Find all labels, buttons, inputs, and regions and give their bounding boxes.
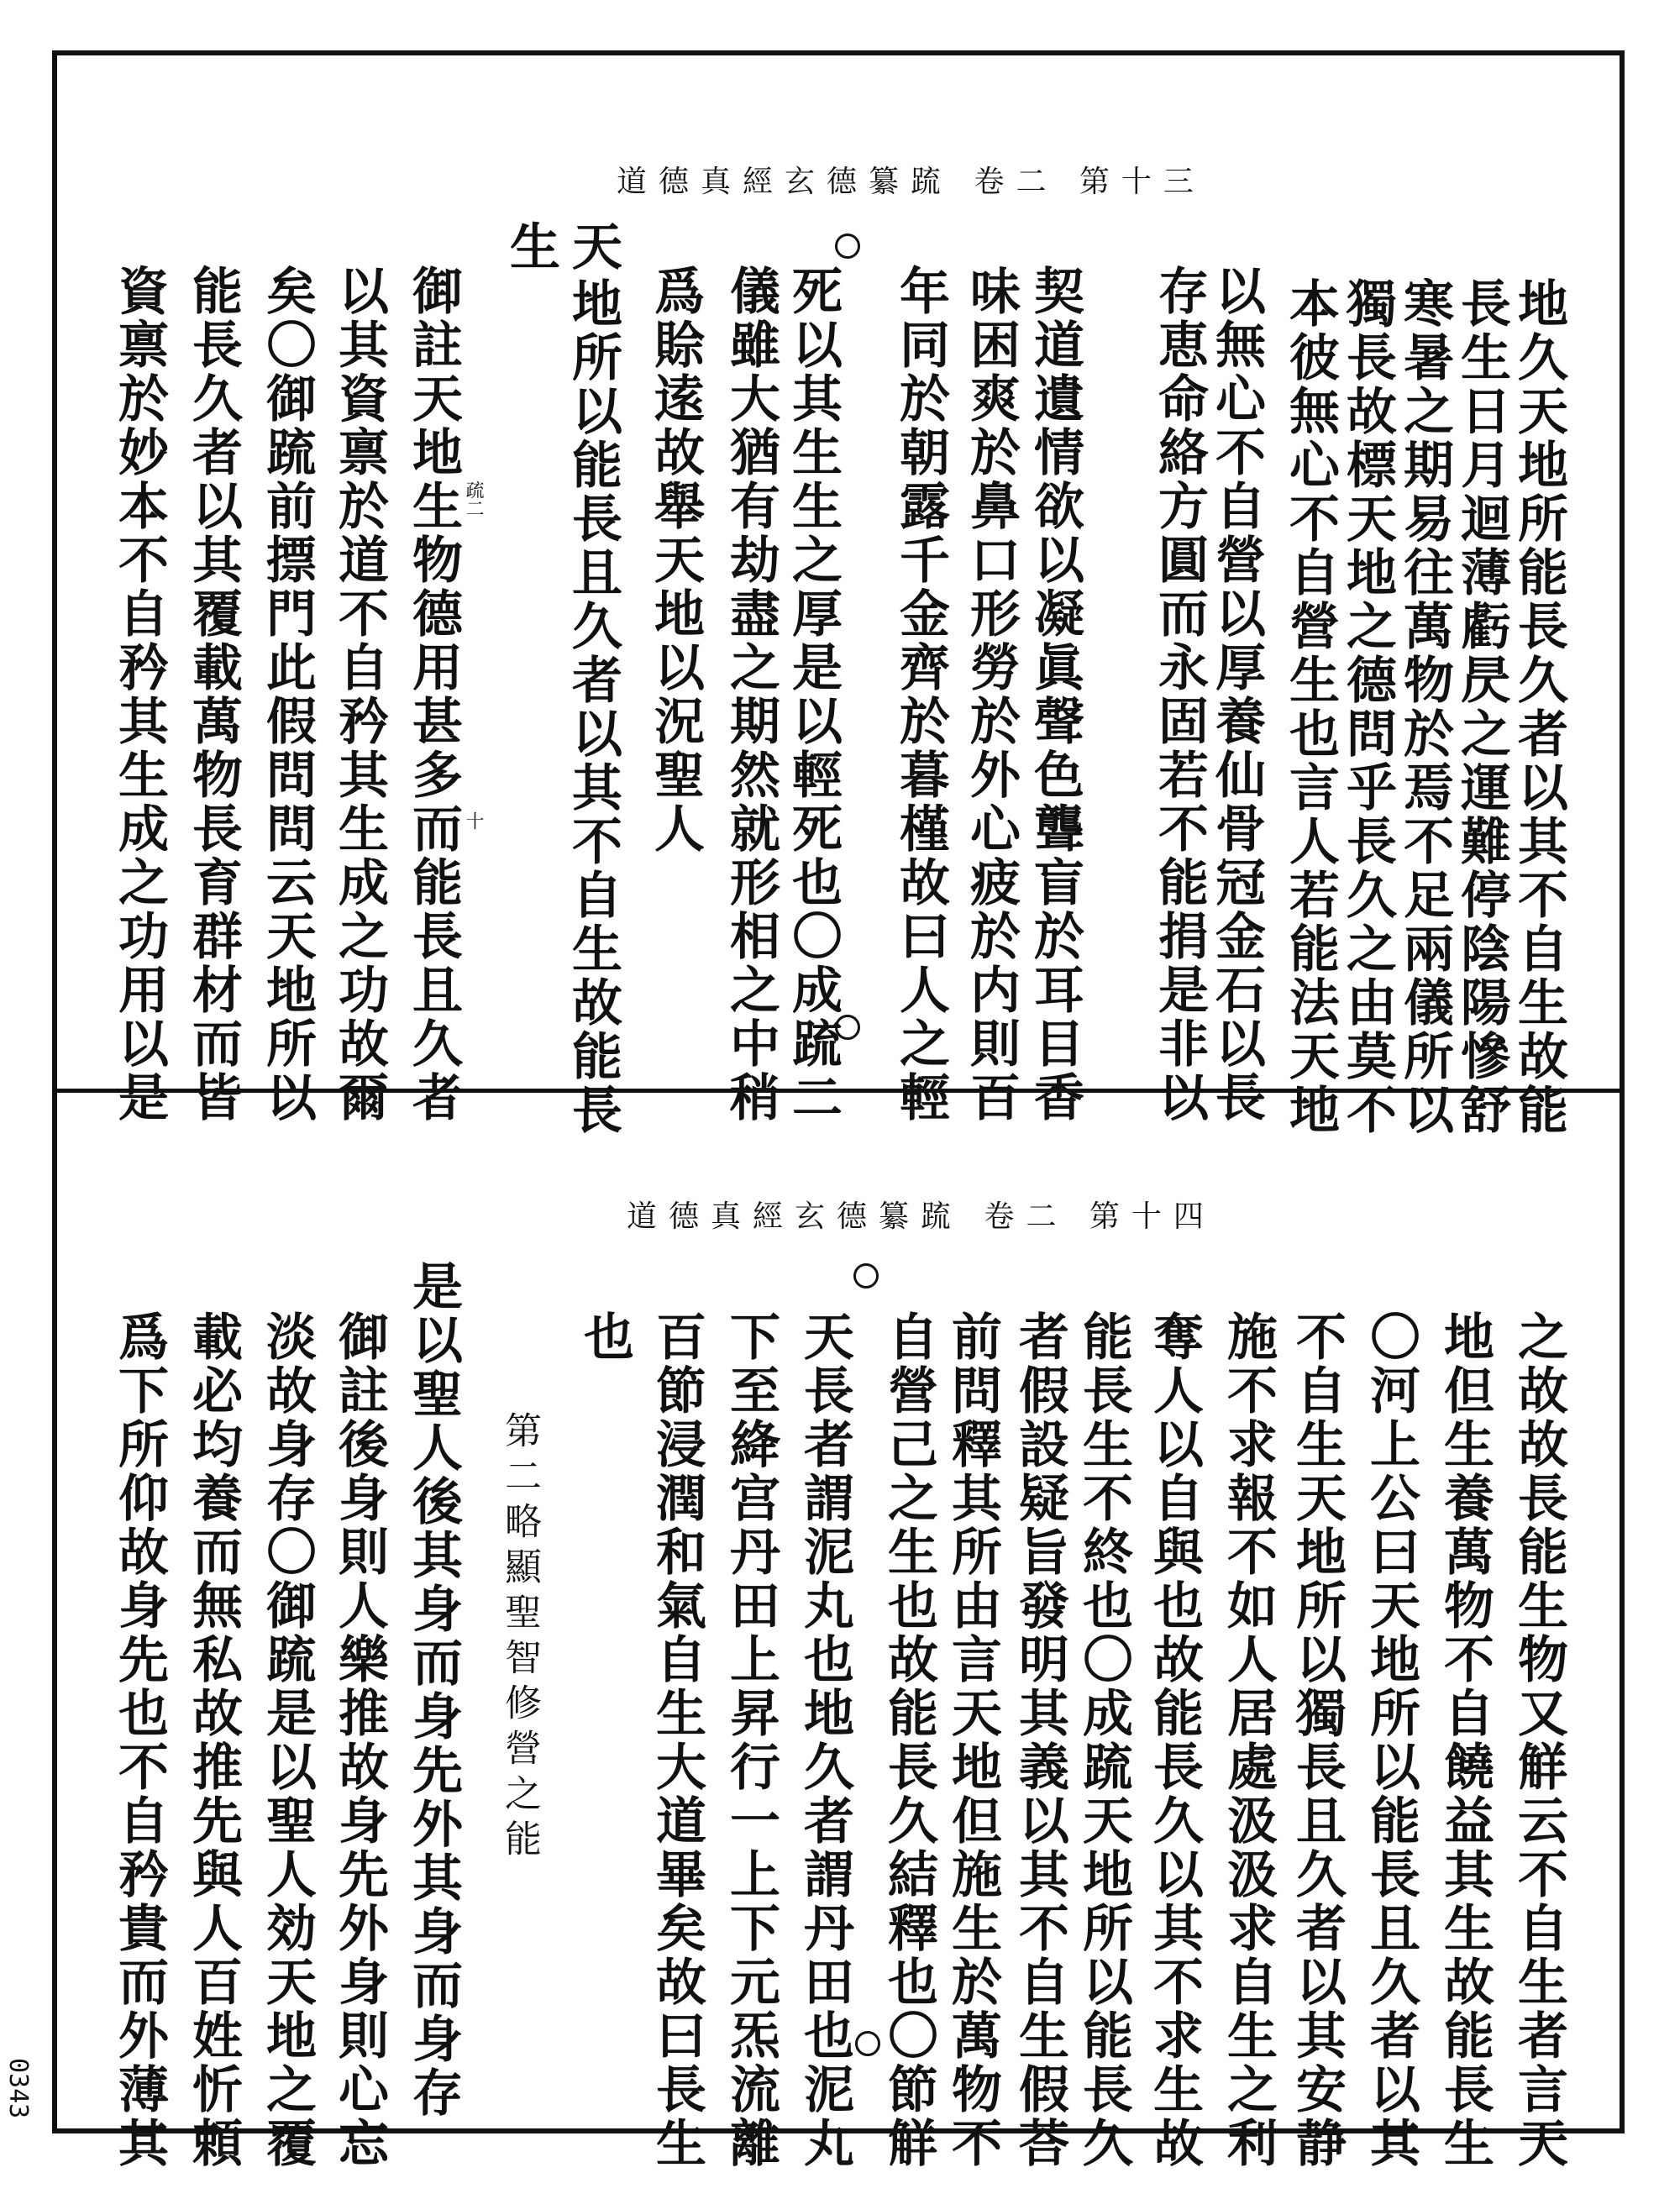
bottom-text-column: 百節浸潤和氣自生大道畢矣故曰長生 <box>648 1310 706 2170</box>
page-number: 0343 <box>3 2058 33 2119</box>
bottom-header: 道德真經玄德纂䟽 卷二 第十四 <box>627 1199 1215 1234</box>
top-commentary-column: 能長久者以其覆載萬物長育群材而皆 <box>184 265 243 1125</box>
bottom-text-column: 是以聖人後其身而身先外其身而身存 <box>404 1260 463 2120</box>
punctuation-circle-mark <box>835 234 860 259</box>
marginal-note: 疏二 <box>463 480 484 517</box>
bottom-text-column: 下至絳宫丹田上昇行一上下元炁流離 <box>722 1310 780 2170</box>
top-commentary-column: 御註天地生物德用甚多而能長且久者 <box>404 265 463 1125</box>
top-text-column: 地久天地所能長久者以其不自生故能 <box>1509 277 1568 1137</box>
top-text-column: 獨長故標天地之德問乎長久之由莫不 <box>1338 277 1397 1137</box>
top-text-column: 死以其生生之厚是以輕死也〇成䟽二 <box>784 265 843 1125</box>
top-commentary-column: 以其資禀於道不自矜其生成之功故爾 <box>330 265 389 1125</box>
bottom-text-column: 者假設疑旨發明其義以其不自生假荅 <box>1011 1310 1069 2170</box>
bottom-commentary-column: 淡故身存〇御䟽是以聖人効天地之覆 <box>258 1310 317 2170</box>
top-text-column: 寒暑之期易往萬物於焉不足兩儀所以 <box>1395 277 1454 1137</box>
bottom-text-column: 〇河上公曰天地所以能長且久者以其 <box>1362 1310 1420 2170</box>
top-text-column: 年同於朝露千金齊於暮槿故曰人之輕 <box>891 265 950 1125</box>
bottom-text-column: 地但生養萬物不自饒益其生故能長生 <box>1436 1310 1494 2170</box>
bottom-text-column: 自營己之生也故能長久結釋也〇節觧 <box>879 1310 938 2170</box>
punctuation-circle-mark <box>853 1263 879 1288</box>
top-text-column: 爲賒逺故舉天地以況聖人 <box>646 265 705 856</box>
bottom-text-column: 施不求報不如人居處汲汲求自生之利 <box>1219 1310 1278 2170</box>
top-text-column: 地所以能長且久者以其不自生故能長 <box>564 277 622 1137</box>
bottom-text-column: 能長生不終也〇成䟽天地所以能長久 <box>1074 1310 1133 2170</box>
top-text-column: 契道遺情欲以凝眞聲色聾盲於耳目香 <box>1026 265 1084 1125</box>
bottom-commentary-column: 御註後身則人樂推故身先外身則心忘 <box>330 1310 389 2170</box>
bottom-text-column: 也 <box>575 1310 634 1364</box>
top-text-column: 以無心不自營以厚養仙骨冠金石以長 <box>1207 265 1266 1125</box>
top-commentary-column: 資禀於妙本不自矜其生成之功用以是 <box>110 265 169 1125</box>
top-text-column: 存恵命絡方圓而永固若不能捐是非以 <box>1150 265 1209 1125</box>
bottom-text-column: 前問釋其所由言天地但施生於萬物不 <box>943 1310 1002 2170</box>
top-text-column: 生 <box>501 220 560 274</box>
bottom-commentary-column: 載必均養而無私故推先與人百姓忻頼 <box>184 1310 243 2170</box>
bottom-text-column: 奪人以自與也故能長久以其不求生故 <box>1145 1310 1204 2170</box>
marginal-note: 十 <box>463 811 484 830</box>
top-header: 道德真經玄德纂䟽 卷二 第十三 <box>617 165 1205 199</box>
top-text-column: 味困爽於鼻口形勞於外心疲於内則百 <box>962 265 1021 1125</box>
bottom-commentary-column: 爲下所仰故身先也不自矜貴而外薄其 <box>110 1310 169 2170</box>
top-text-column: 天 <box>564 220 622 274</box>
bottom-text-column: 不自生天地所以獨長且久者以其安静 <box>1288 1310 1347 2170</box>
top-commentary-column: 矣〇御䟽前摽門此假問問云天地所以 <box>258 265 317 1125</box>
bottom-text-column: 之故故長能生物又觧云不自生者言天 <box>1509 1310 1568 2170</box>
top-text-column: 長生日月迴薄虧昃之運難停陰陽慘舒 <box>1452 277 1511 1137</box>
top-text-column: 儀雖大猶有劫盡之期然就形相之中稍 <box>722 265 780 1125</box>
bottom-text-column: 天長者謂泥丸也地久者謂丹田也泥丸 <box>795 1310 854 2170</box>
top-text-column: 本彼無心不自營生也言人若能法天地 <box>1281 277 1340 1137</box>
section-heading: 第二略顯聖智修營之能 <box>498 1411 541 1865</box>
